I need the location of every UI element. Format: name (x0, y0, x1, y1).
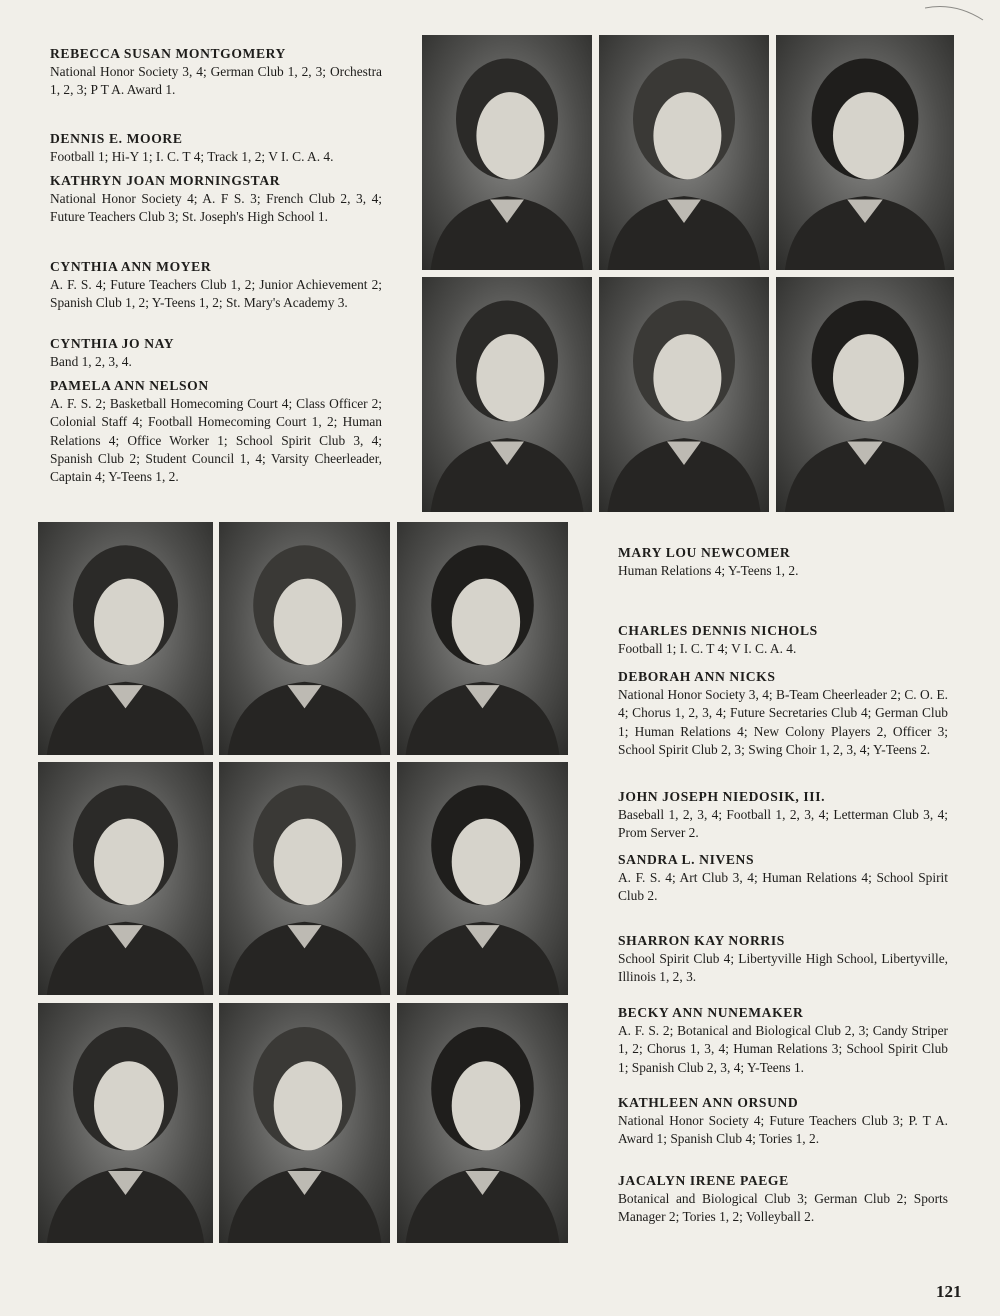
portrait-silhouette (776, 277, 954, 512)
student-activities: National Honor Society 3, 4; German Club 1, 2, 3; Orchestra 1, 2, 3; P T A. Award 1. (50, 64, 382, 98)
portrait-photo (219, 762, 390, 995)
entry-nunemaker (618, 1004, 948, 1077)
portrait-silhouette (422, 35, 592, 270)
entry-nichols (618, 622, 948, 658)
student-name: MARY LOU NEWCOMER (618, 545, 791, 560)
entry-nicks (618, 668, 948, 759)
student-activities: Botanical and Biological Club 3; German Club 2; Sports Manager 2; Tories 1, 2; Volleyball 2. (618, 1191, 948, 1225)
portrait-silhouette (599, 35, 769, 270)
portrait-silhouette (397, 522, 568, 755)
student-activities: Band 1, 2, 3, 4. (50, 354, 132, 370)
portrait-silhouette (38, 522, 213, 755)
entry-moyer (50, 258, 382, 313)
entry-montgomery (50, 45, 382, 100)
student-name: KATHLEEN ANN ORSUND (618, 1095, 799, 1110)
entry-norris (618, 932, 948, 987)
portrait-silhouette (219, 522, 390, 755)
student-activities: A. F. S. 4; Art Club 3, 4; Human Relations 4; School Spirit Club 2. (618, 870, 948, 904)
student-name: JOHN JOSEPH NIEDOSIK, III. (618, 789, 826, 804)
student-activities: Football 1; I. C. T 4; V I. C. A. 4. (618, 641, 797, 657)
portrait-silhouette (422, 277, 592, 512)
entry-nivens (618, 851, 948, 906)
entry-morningstar (50, 172, 382, 227)
portrait-silhouette (397, 1003, 568, 1243)
entry-nelson (50, 377, 382, 486)
student-activities: National Honor Society 4; Future Teachers Club 3; P. T A. Award 1; Spanish Club 4; Tories 1, 2. (618, 1113, 948, 1147)
page-number: 121 (936, 1282, 962, 1301)
student-name: PAMELA ANN NELSON (50, 378, 209, 393)
entry-nay (50, 335, 382, 371)
student-name: SHARRON KAY NORRIS (618, 933, 785, 948)
entry-niedosik (618, 788, 948, 843)
portrait-silhouette (38, 1003, 213, 1243)
portrait-photo (776, 35, 954, 270)
student-name: CYNTHIA ANN MOYER (50, 259, 212, 274)
entry-newcomer (618, 544, 948, 580)
page-corner-mark (925, 0, 985, 22)
portrait-photo (422, 277, 592, 512)
portrait-silhouette (219, 1003, 390, 1243)
student-name: JACALYN IRENE PAEGE (618, 1173, 789, 1188)
portrait-photo (422, 35, 592, 270)
student-activities: National Honor Society 4; A. F S. 3; French Club 2, 3, 4; Future Teachers Club 3; St. Joseph's High School 1. (50, 191, 382, 225)
student-name: DENNIS E. MOORE (50, 131, 183, 146)
portrait-photo (397, 522, 568, 755)
portrait-photo (397, 762, 568, 995)
portrait-silhouette (776, 35, 954, 270)
portrait-photo (219, 1003, 390, 1243)
student-activities: School Spirit Club 4; Libertyville High School, Libertyville, Illinois 1, 2, 3. (618, 951, 948, 985)
student-name: SANDRA L. NIVENS (618, 852, 755, 867)
portrait-photo (599, 35, 769, 270)
student-activities: A. F. S. 4; Future Teachers Club 1, 2; Junior Achievement 2; Spanish Club 1, 2; Y-Teens 1, 2; St. Mary's Academy 3. (50, 277, 382, 311)
portrait-silhouette (397, 762, 568, 995)
student-activities: Baseball 1, 2, 3, 4; Football 1, 2, 3, 4; Letterman Club 3, 4; Prom Server 2. (618, 807, 948, 841)
portrait-silhouette (38, 762, 213, 995)
portrait-photo (38, 1003, 213, 1243)
student-name: REBECCA SUSAN MONTGOMERY (50, 46, 286, 61)
portrait-photo (38, 762, 213, 995)
student-activities: Football 1; Hi-Y 1; I. C. T 4; Track 1, 2; V I. C. A. 4. (50, 149, 334, 165)
student-activities: A. F. S. 2; Basketball Homecoming Court 4; Class Officer 2; Colonial Staff 4; Football Homecoming Court 1, 2; Human Relations 4; Office Worker 1; School Spirit Club 3, 4; Spanish Club 2; Student Council 1, 4; Varsity Cheerleader, Captain 4; Y-Teens 1, 2. (50, 396, 382, 485)
entry-moore (50, 130, 382, 166)
portrait-photo (219, 522, 390, 755)
student-activities: National Honor Society 3, 4; B-Team Cheerleader 2; C. O. E. 4; Chorus 1, 2, 3, 4; Future Secretaries Club 4; German Club 1; Human Relations 4; New Colony Players 2, Officer 3; School Spirit Club 2, 3; Swing Choir 1, 2, 3, 4; Y-Teens 2. (618, 687, 948, 757)
portrait-photo (38, 522, 213, 755)
entry-paege (618, 1172, 948, 1227)
entry-orsund (618, 1094, 948, 1149)
portrait-photo (776, 277, 954, 512)
student-name: KATHRYN JOAN MORNINGSTAR (50, 173, 281, 188)
portrait-silhouette (219, 762, 390, 995)
student-name: DEBORAH ANN NICKS (618, 669, 776, 684)
portrait-photo (397, 1003, 568, 1243)
portrait-silhouette (599, 277, 769, 512)
student-activities: Human Relations 4; Y-Teens 1, 2. (618, 563, 799, 579)
student-activities: A. F. S. 2; Botanical and Biological Club 2, 3; Candy Striper 1, 2; Chorus 1, 3, 4; Human Relations 3; School Spirit Club 1; Spanish Club 2, 3, 4; Y-Teens 1. (618, 1023, 948, 1075)
student-name: BECKY ANN NUNEMAKER (618, 1005, 804, 1020)
student-name: CHARLES DENNIS NICHOLS (618, 623, 818, 638)
student-name: CYNTHIA JO NAY (50, 336, 175, 351)
portrait-photo (599, 277, 769, 512)
